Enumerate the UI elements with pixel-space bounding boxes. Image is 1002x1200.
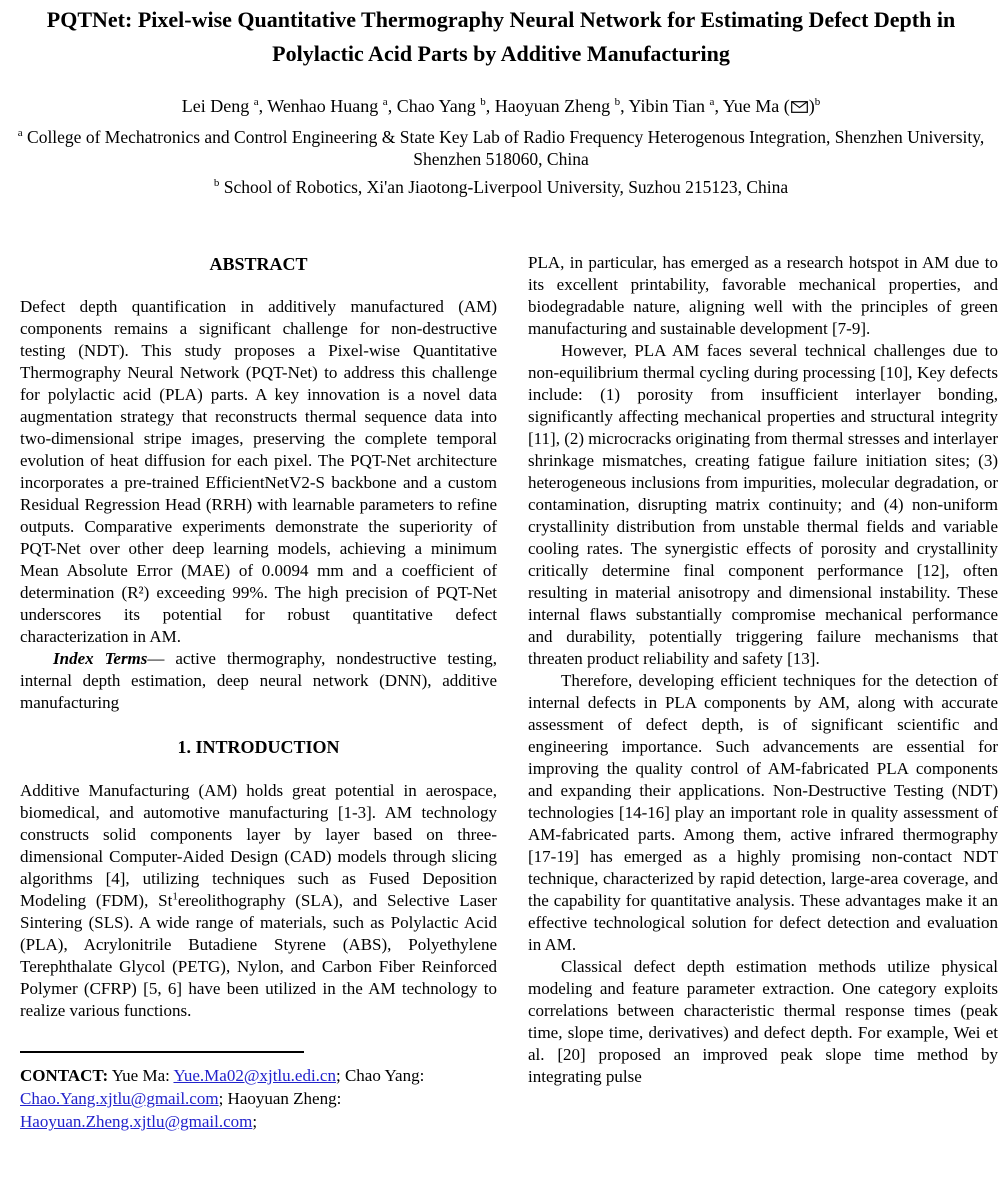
envelope-icon xyxy=(791,101,808,113)
author-name: , Yue Ma ( xyxy=(714,96,790,116)
author-affiliation-superscript: b xyxy=(614,96,621,108)
author-name: , Haoyuan Zheng xyxy=(485,96,615,116)
paper-title xyxy=(0,3,1002,71)
affiliation-a-text: College of Mechatronics and Control Engineering & State Key Lab of Radio Frequency Heterogenous Integration, Shenzhen University, Shenzhen 518060, China xyxy=(22,127,985,169)
author-name: , Wenhao Huang xyxy=(258,96,383,116)
inline-footnote-superscript: 1 xyxy=(172,890,178,903)
email-link-chao-yang[interactable]: Chao.Yang.xjtlu@gmail.com xyxy=(20,1089,219,1108)
author-name: , Chao Yang xyxy=(387,96,481,116)
author-affiliation-superscript: a xyxy=(382,96,388,108)
author-affiliation-superscript: b xyxy=(814,96,821,108)
authors-line xyxy=(0,95,1002,117)
two-column-body xyxy=(0,252,1002,1133)
author-affiliation-superscript: a xyxy=(253,96,259,108)
email-link-yue-ma[interactable]: Yue.Ma02@xjtlu.edi.cn xyxy=(173,1066,336,1085)
abstract-paragraph: Defect depth quantification in additively manufactured (AM) components remains a significant challenge for non-destructive testing (NDT). This study proposes a Pixel-wise Quantitative Thermography Neural Network (PQT-Net) to address this challenge for polylactic acid (PLA) parts. A key innovation is a novel data augmentation strategy that reconstructs thermal sequence data into two-dimensional stripe images, preserving the complete temporal evolution of heat diffusion for each pixel. The PQT-Net architecture incorporates a pre-trained EfficientNetV2-S backbone and a custom Residual Regression Head (RRH) with learnable parameters to refine outputs. Comparative experiments demonstrate the superiority of PQT-Net over other deep learning models, achieving a minimum Mean Absolute Error (MAE) of 0.0094 mm and a coefficient of determination (R²) exceeding 99%. The high precision of PQT-Net underscores its potential for robust quantitative defect characterization in AM. xyxy=(20,297,497,646)
affiliation-b xyxy=(0,176,1002,198)
paper-title-line-2: Polylactic Acid Parts by Additive Manufacturing xyxy=(272,41,730,66)
introduction-paragraph-1 xyxy=(20,780,497,1022)
right-column xyxy=(528,252,998,1133)
affiliation-b-text: School of Robotics, Xi'an Jiaotong-Liverpool University, Suzhou 215123, China xyxy=(219,177,789,197)
index-terms-label: Index Terms xyxy=(53,649,148,668)
introduction-paragraph-2: PLA, in particular, has emerged as a research hotspot in AM due to its excellent printability, favorable mechanical properties, and biodegradable nature, aligning well with the principles of green manufacturing and sustainable development [7-9]. xyxy=(528,253,998,338)
paper-title-line-1: PQTNet: Pixel-wise Quantitative Thermography Neural Network for Estimating Defect Depth in xyxy=(46,7,956,32)
contact-text: Yue Ma: xyxy=(108,1066,174,1085)
author-name: ) xyxy=(808,96,815,116)
left-column xyxy=(20,252,497,1133)
email-link-haoyuan-zheng[interactable]: Haoyuan.Zheng.xjtlu@gmail.com xyxy=(20,1112,253,1131)
contact-text: ; xyxy=(252,1112,258,1131)
contact-label: CONTACT: xyxy=(20,1066,109,1085)
introduction-paragraph-4: Therefore, developing efficient techniques for the detection of internal defects in PLA components by AM, along with accurate assessment of defect depth, is of significant scientific and engineering importance. Such advancements are essential for improving the quality control of AM-fabricated PLA components and expanding their applications. Non-Destructive Testing (NDT) technologies [14-16] play an important role in quality assessment of AM-fabricated parts. Among them, active infrared thermography [17-19] has emerged as a highly promising non-contact NDT technique, characterized by rapid detection, large-area coverage, and the capability for quantitative analysis. These advantages make it an effective technological solution for defect detection and evaluation in AM. xyxy=(528,671,998,954)
index-terms-text: — active thermography, nondestructive testing, internal depth estimation, deep neural network (DNN), additive manufacturing xyxy=(20,649,497,712)
introduction-paragraph-1-part-a: Additive Manufacturing (AM) holds great potential in aerospace, biomedical, and automotive manufacturing [1-3]. AM technology constructs solid components layer by layer based on three-dimensional Computer-Aided Design (CAD) models through slicing algorithms [4], utilizing techniques such as Fused Deposition Modeling (FDM), St xyxy=(20,781,497,910)
contact-text: ; Haoyuan Zheng: xyxy=(218,1089,342,1108)
footnote-divider xyxy=(20,1051,304,1053)
introduction-heading: 1. INTRODUCTION xyxy=(177,737,340,757)
author-name: Lei Deng xyxy=(181,96,254,116)
abstract-heading: ABSTRACT xyxy=(209,254,308,274)
contact-text: ; Chao Yang: xyxy=(335,1066,425,1085)
contact-paragraph xyxy=(20,1064,497,1133)
introduction-paragraph-3: However, PLA AM faces several technical challenges due to non-equilibrium thermal cycling during processing [10], Key defects include: (1) porosity from insufficient interlayer bonding, significantly affecting mechanical properties and structural integrity [11], (2) microcracks originating from thermal stresses and interlayer shrinkage mismatches, creating fatigue failure initiation sites; (3) heterogeneous inclusions from impurities, molecular degradation, or contamination, disrupting matrix continuity; and (4) non-uniform crystallinity distribution from unstable thermal fields and variable cooling rates. The synergistic effects of porosity and crystallinity critically determine final component performance [12], often resulting in material anisotropy and dimensional instability. These internal flaws substantially compromise mechanical performance and durability, potentially triggering failure mechanisms that threaten product reliability and safety [13]. xyxy=(528,341,999,668)
author-name: , Yibin Tian xyxy=(620,96,710,116)
introduction-paragraph-1-part-b: ereolithography (SLA), and Selective Laser Sintering (SLS). A wide range of materials, such as Polylactic Acid (PLA), Acrylonitrile Butadiene Styrene (ABS), Polyethylene Terephthalate Glycol (PETG), Nylon, and Carbon Fiber Reinforced Polymer (CFRP) [5, 6] have been utilized in the AM technology to realize various functions. xyxy=(20,891,497,1020)
affiliation-a-superscript: a xyxy=(17,127,23,140)
author-affiliation-superscript: b xyxy=(480,96,486,108)
affiliation-b-superscript: b xyxy=(213,177,220,190)
affiliation-a xyxy=(0,126,1002,170)
introduction-paragraph-5: Classical defect depth estimation methods utilize physical modeling and feature parameter extraction. One category exploits correlations between characteristic thermal response times (peak time, slope time, derivatives) and defect depth. For example, Wei et al. [20] proposed an improved peak slope time method by integrating pulse xyxy=(528,957,998,1086)
index-terms-paragraph xyxy=(20,648,497,714)
author-affiliation-superscript: a xyxy=(709,96,715,108)
